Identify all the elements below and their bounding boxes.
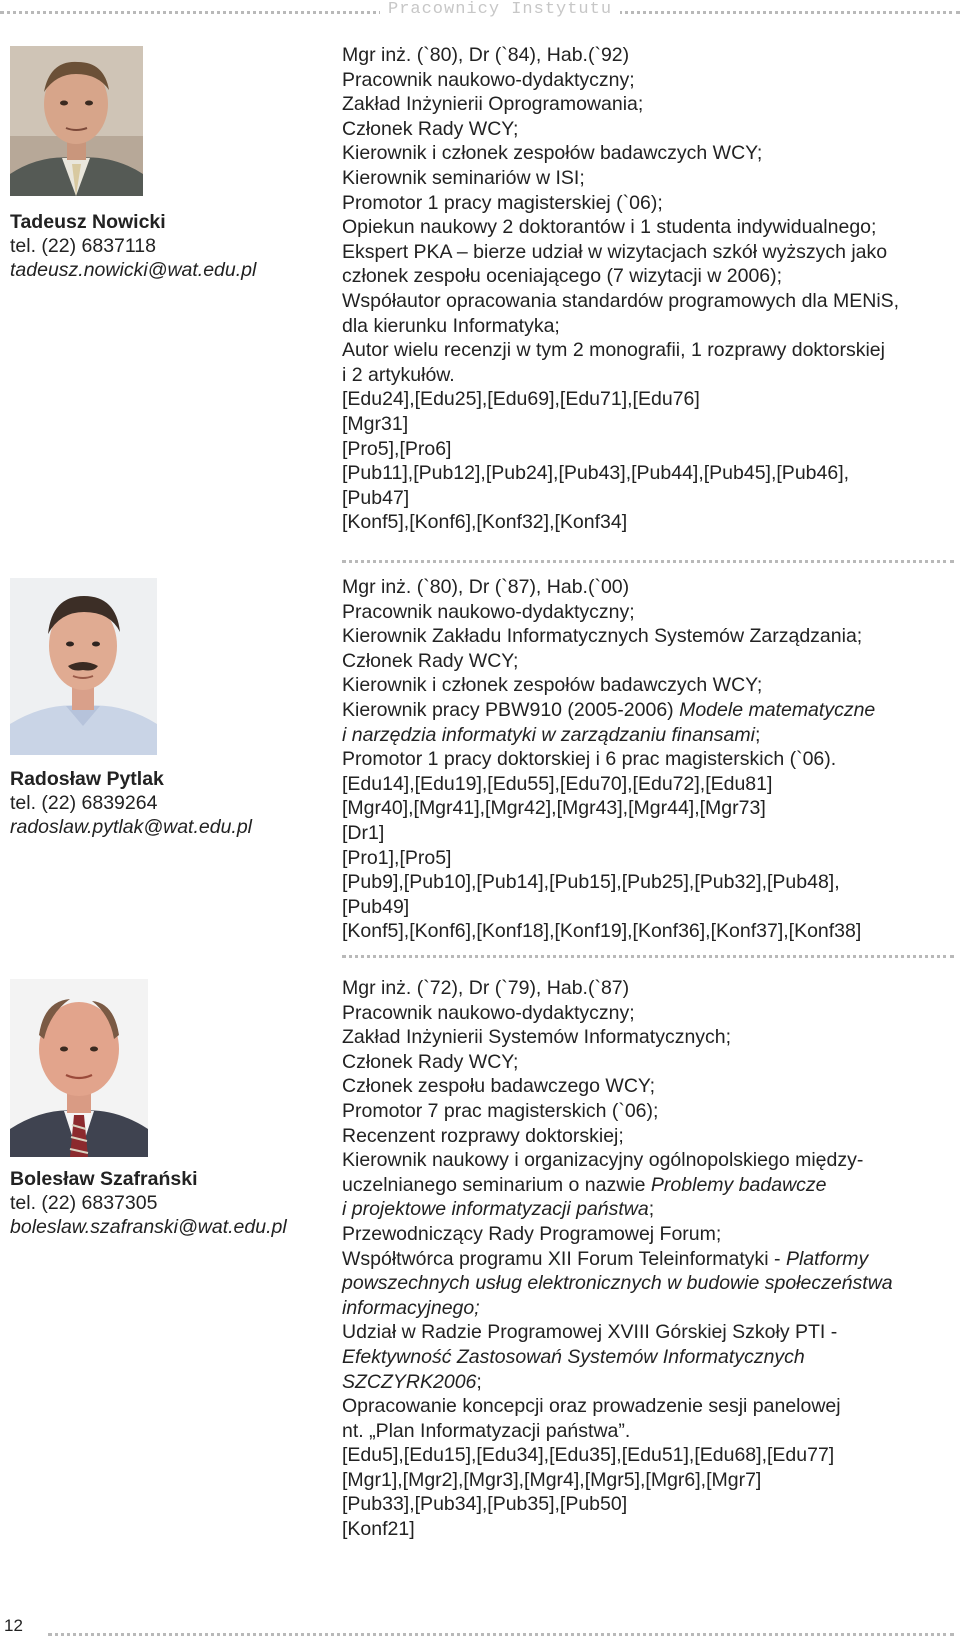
bio-line: [Mgr31]: [342, 412, 409, 435]
bio-text: ;: [648, 1198, 655, 1221]
footer-dotted-rule: [48, 1633, 954, 1636]
bio-line: Zakład Inżynierii Oprogramowania;: [342, 93, 644, 116]
portrait-photo-icon: [10, 979, 148, 1157]
bio-line: [342, 723, 954, 748]
bio-text: uczelnianego seminarium o nazwie: [342, 1173, 651, 1196]
bio-line: Kierownik i członek zespołów badawczych WCY;: [342, 142, 763, 165]
person-name: Bolesław Szafrański: [10, 1168, 198, 1190]
bio-line: [Edu5],[Edu15],[Edu34],[Edu35],[Edu51],[Edu68],[Edu77]: [342, 1444, 835, 1467]
bio-line: [Pub9],[Pub10],[Pub14],[Pub15],[Pub25],[Pub32],[Pub48],: [342, 871, 840, 894]
bio-line: Pracownik naukowo-dydaktyczny;: [342, 68, 635, 91]
running-header-title: Pracownicy Instytutu: [380, 0, 620, 20]
bio-line: [Pro5],[Pro6]: [342, 437, 452, 460]
bio-italic-text: Problemy badawcze: [650, 1173, 827, 1196]
bio-line: Mgr inż. (`80), Dr (`84), Hab.(`92): [342, 44, 630, 66]
bio-line: [Konf5],[Konf6],[Konf18],[Konf19],[Konf36],[Konf37],[Konf38]: [342, 920, 862, 943]
person-contact-card: [10, 767, 252, 839]
page-number: 12: [4, 1616, 23, 1635]
bio-line: Współautor opracowania standardów programowych dla MENiS,: [342, 289, 900, 312]
person-email[interactable]: tadeusz.nowicki@wat.edu.pl: [10, 259, 257, 281]
person-phone: tel. (22) 6837118: [10, 235, 156, 257]
bio-italic-text: i narzędzia informatyki w zarządzaniu finansami: [342, 723, 755, 746]
bio-line: [342, 1271, 954, 1296]
portrait-photo-icon: [10, 578, 157, 755]
portrait-photo-icon: [10, 46, 143, 196]
bio-line: członek zespołu oceniającego (7 wizytacji w 2006);: [342, 265, 783, 288]
bio-italic-text: Modele matematyczne: [679, 698, 876, 721]
bio-text: ;: [754, 723, 761, 746]
bio-line: nt. „Plan Informatyzacji państwa”.: [342, 1419, 631, 1442]
bio-line: Mgr inż. (`72), Dr (`79), Hab.(`87): [342, 977, 630, 999]
bio-text: ;: [476, 1370, 482, 1393]
bio-line: [342, 1345, 954, 1370]
bio-line: [Edu24],[Edu25],[Edu69],[Edu71],[Edu76]: [342, 388, 700, 411]
bio-line: [Edu14],[Edu19],[Edu55],[Edu70],[Edu72],[Edu81]: [342, 772, 773, 795]
bio-line: [Konf5],[Konf6],[Konf32],[Konf34]: [342, 511, 628, 534]
bio-line: Członek Rady WCY;: [342, 649, 519, 672]
bio-line: [Pro1],[Pro5]: [342, 846, 452, 869]
bio-line: [342, 698, 954, 723]
bio-line: [Konf21]: [342, 1518, 415, 1541]
bio-line: [Mgr40],[Mgr41],[Mgr42],[Mgr43],[Mgr44],[Mgr73]: [342, 797, 766, 820]
bio-line: Kierownik seminariów w ISI;: [342, 166, 585, 189]
person-email[interactable]: radoslaw.pytlak@wat.edu.pl: [10, 816, 253, 838]
bio-line: Udział w Radzie Programowej XVIII Górskiej Szkoły PTI -: [342, 1321, 838, 1344]
bio-line: dla kierunku Informatyka;: [342, 314, 560, 337]
bio-line: [Pub11],[Pub12],[Pub24],[Pub43],[Pub44],[Pub45],[Pub46],: [342, 462, 850, 485]
bio-italic-text: Platformy: [785, 1247, 869, 1270]
bio-line: [342, 1370, 954, 1395]
person-bio: [342, 575, 954, 944]
person-phone: tel. (22) 6837305: [10, 1192, 158, 1214]
bio-line: Kierownik naukowy i organizacyjny ogólnopolskiego między-: [342, 1149, 864, 1172]
bio-italic-text: powszechnych usług elektronicznych w budowie społeczeństwa: [342, 1272, 893, 1295]
bio-line: [Dr1]: [342, 821, 385, 844]
bio-italic-text: SZCZYRK2006: [342, 1370, 477, 1393]
bio-line: Ekspert PKA – bierze udział w wizytacjach szkół wyższych jako: [342, 240, 888, 263]
bio-line: [Mgr1],[Mgr2],[Mgr3],[Mgr4],[Mgr5],[Mgr6],[Mgr7]: [342, 1468, 762, 1491]
person-name: Radosław Pytlak: [10, 768, 164, 790]
bio-line: Pracownik naukowo-dydaktyczny;: [342, 600, 635, 623]
bio-line: Przewodniczący Rady Programowej Forum;: [342, 1222, 722, 1245]
bio-line: Pracownik naukowo-dydaktyczny;: [342, 1001, 635, 1024]
bio-italic-text: informacyjnego;: [342, 1296, 480, 1319]
person-contact-card: [10, 1167, 287, 1239]
bio-line: Opracowanie koncepcji oraz prowadzenie sesji panelowej: [342, 1395, 841, 1418]
bio-line: [Pub47]: [342, 486, 410, 509]
bio-line: [342, 1296, 954, 1321]
bio-line: Promotor 1 pracy doktorskiej i 6 prac magisterskich (`06).: [342, 748, 837, 771]
bio-line: Promotor 7 prac magisterskich (`06);: [342, 1099, 659, 1122]
bio-line: Zakład Inżynierii Systemów Informatycznych;: [342, 1026, 732, 1049]
bio-line: Członek Rady WCY;: [342, 1050, 519, 1073]
bio-line: [342, 1197, 954, 1222]
person-bio: [342, 43, 954, 535]
bio-line: Kierownik i członek zespołów badawczych WCY;: [342, 674, 763, 697]
bio-line: [Pub33],[Pub34],[Pub35],[Pub50]: [342, 1493, 628, 1516]
bio-italic-text: Efektywność Zastosowań Systemów Informatycznych: [342, 1345, 805, 1368]
section-dotted-rule: [342, 955, 954, 958]
bio-line: Członek zespołu badawczego WCY;: [342, 1075, 656, 1098]
bio-line: [Pub49]: [342, 895, 410, 918]
bio-line: Autor wielu recenzji w tym 2 monografii, 1 rozprawy doktorskiej: [342, 339, 885, 362]
bio-line: Członek Rady WCY;: [342, 117, 519, 140]
bio-line: Kierownik Zakładu Informatycznych Systemów Zarządzania;: [342, 625, 863, 648]
bio-line: [342, 1173, 954, 1198]
person-bio: [342, 976, 954, 1542]
bio-line: Recenzent rozprawy doktorskiej;: [342, 1124, 624, 1147]
section-dotted-rule: [342, 560, 954, 563]
person-name: Tadeusz Nowicki: [10, 211, 166, 233]
bio-line: Opiekun naukowy 2 doktorantów i 1 studenta indywidualnego;: [342, 216, 877, 239]
bio-line: Promotor 1 pracy magisterskiej (`06);: [342, 191, 663, 214]
person-email[interactable]: boleslaw.szafranski@wat.edu.pl: [10, 1216, 287, 1238]
bio-line: i 2 artykułów.: [342, 363, 455, 386]
person-contact-card: [10, 210, 256, 282]
bio-line: Mgr inż. (`80), Dr (`87), Hab.(`00): [342, 576, 630, 598]
person-phone: tel. (22) 6839264: [10, 792, 158, 814]
bio-text: Współtwórca programu XII Forum Teleinformatyki -: [342, 1247, 786, 1270]
bio-line: [342, 1247, 954, 1272]
bio-text: Kierownik pracy PBW910 (2005-2006): [342, 698, 680, 721]
bio-italic-text: i projektowe informatyzacji państwa: [342, 1198, 649, 1221]
